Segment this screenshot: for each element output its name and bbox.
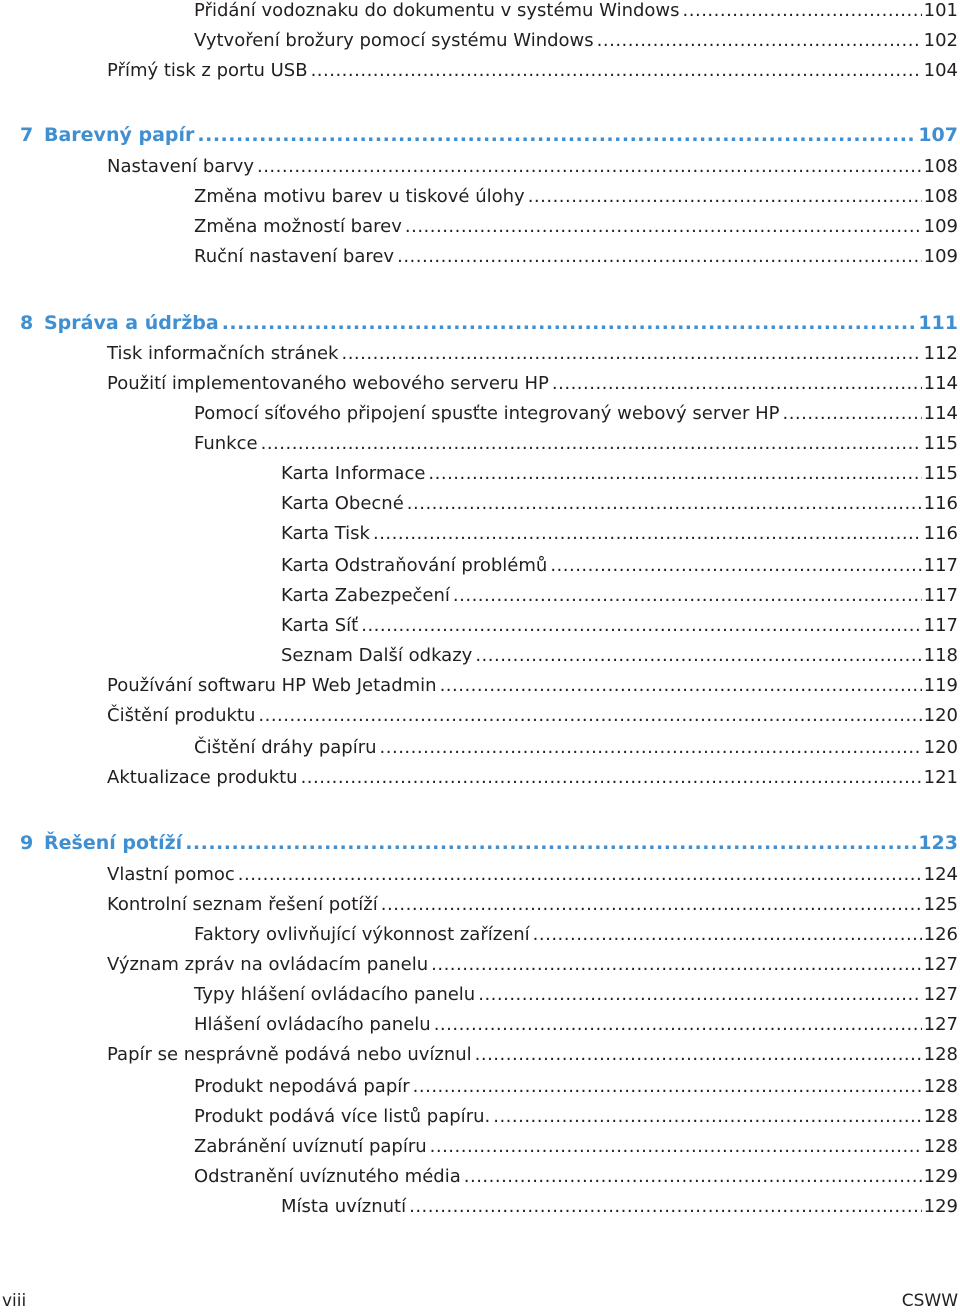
dot-leader bbox=[430, 1136, 922, 1158]
toc-page-number: 126 bbox=[923, 924, 958, 945]
toc-entry-title bbox=[281, 493, 404, 515]
toc-entry-text: Kontrolní seznam řešení potíží bbox=[107, 894, 378, 915]
toc-entry-title bbox=[281, 523, 370, 545]
toc-entry-title bbox=[194, 403, 779, 425]
dot-leader bbox=[409, 1196, 922, 1218]
toc-entry[interactable] bbox=[194, 1166, 958, 1188]
toc-page-number: 121 bbox=[923, 767, 958, 788]
toc-page-number: 128 bbox=[923, 1076, 958, 1097]
toc-entry-title bbox=[194, 186, 525, 208]
toc-entry[interactable] bbox=[194, 433, 958, 455]
toc-entry-text: Karta Odstraňování problémů bbox=[281, 555, 548, 576]
toc-page-number: 111 bbox=[918, 312, 958, 334]
toc-entry[interactable] bbox=[107, 373, 958, 395]
toc-entry-text: Změna motivu barev u tiskové úlohy bbox=[194, 186, 525, 207]
toc-entry-title bbox=[194, 216, 402, 238]
toc-entry-text: Čištění produktu bbox=[107, 705, 256, 726]
toc-page-number: 115 bbox=[923, 433, 958, 454]
toc-entry-text: Karta Síť bbox=[281, 615, 359, 636]
toc-page-number: 127 bbox=[923, 1014, 958, 1035]
toc-entry-title bbox=[194, 30, 594, 52]
toc-entry-text: Místa uvíznutí bbox=[281, 1196, 407, 1217]
toc-entry[interactable] bbox=[194, 1106, 958, 1128]
toc-entry-title bbox=[107, 156, 254, 178]
toc-entry-text: Použití implementovaného webového serveru HP bbox=[107, 373, 549, 394]
toc-entry-title bbox=[194, 433, 258, 455]
toc-page-number: 123 bbox=[918, 832, 958, 854]
toc-page-number: 125 bbox=[923, 894, 958, 915]
toc-entry[interactable] bbox=[194, 737, 958, 759]
dot-leader bbox=[597, 30, 922, 52]
toc-page-number: 118 bbox=[923, 645, 958, 666]
dot-leader bbox=[431, 954, 922, 976]
dot-leader bbox=[222, 312, 917, 334]
toc-entry-title bbox=[281, 1196, 406, 1218]
footer-doc-code: CSWW bbox=[901, 1291, 958, 1311]
toc-entry-title bbox=[281, 555, 547, 577]
toc-entry-title bbox=[107, 767, 298, 789]
dot-leader bbox=[397, 246, 922, 268]
dot-leader bbox=[301, 767, 922, 789]
toc-page-number: 120 bbox=[923, 737, 958, 758]
toc-page-number: 112 bbox=[923, 343, 958, 364]
toc-chapter-entry[interactable] bbox=[20, 832, 958, 854]
toc-entry[interactable] bbox=[107, 705, 958, 727]
toc-entry[interactable] bbox=[107, 894, 958, 916]
toc-entry-text: Ruční nastavení barev bbox=[194, 246, 395, 267]
toc-entry-title bbox=[107, 373, 549, 395]
toc-entry-text: Papír se nesprávně podává nebo uvíznul bbox=[107, 1044, 472, 1065]
dot-leader bbox=[475, 645, 921, 667]
toc-entry[interactable] bbox=[107, 954, 958, 976]
toc-page-number: 107 bbox=[918, 124, 958, 146]
toc-entry-text: Seznam Další odkazy bbox=[281, 645, 473, 666]
toc-entry-text: Pomocí síťového připojení spusťte integrovaný webový server HP bbox=[194, 403, 780, 424]
dot-leader bbox=[311, 60, 922, 82]
toc-entry-title bbox=[281, 615, 358, 637]
toc-entry-text: Změna možností barev bbox=[194, 216, 402, 237]
toc-page-number: 129 bbox=[923, 1166, 958, 1187]
toc-entry[interactable] bbox=[281, 493, 958, 515]
toc-page-number: 127 bbox=[923, 954, 958, 975]
toc-entry-text: Barevný papír bbox=[44, 124, 195, 146]
dot-leader bbox=[185, 832, 916, 854]
toc-page-number: 128 bbox=[923, 1136, 958, 1157]
dot-leader bbox=[238, 864, 922, 886]
toc-entry-text: Aktualizace produktu bbox=[107, 767, 298, 788]
dot-leader bbox=[683, 0, 922, 22]
toc-page-number: 117 bbox=[923, 615, 958, 636]
dot-leader bbox=[464, 1166, 922, 1188]
footer-page-number: viii bbox=[2, 1291, 27, 1311]
dot-leader bbox=[261, 433, 922, 455]
dot-leader bbox=[381, 894, 922, 916]
toc-page-number: 116 bbox=[923, 493, 958, 514]
toc-page-number: 108 bbox=[923, 156, 958, 177]
dot-leader bbox=[552, 373, 922, 395]
toc-page-number: 114 bbox=[923, 373, 958, 394]
dot-leader bbox=[197, 124, 916, 146]
dot-leader bbox=[257, 156, 922, 178]
toc-page-number: 115 bbox=[923, 463, 958, 484]
toc-page-number: 124 bbox=[923, 864, 958, 885]
toc-entry[interactable] bbox=[194, 30, 958, 52]
toc-entry-text: Čištění dráhy papíru bbox=[194, 737, 377, 758]
toc-entry-text: Tisk informačních stránek bbox=[107, 343, 339, 364]
dot-leader bbox=[434, 1014, 922, 1036]
dot-leader bbox=[361, 615, 921, 637]
chapter-number: 9 bbox=[20, 832, 34, 854]
toc-entry-text: Odstranění uvíznutého média bbox=[194, 1166, 461, 1187]
toc-entry-title bbox=[107, 675, 437, 697]
toc-entry-title bbox=[194, 984, 475, 1006]
toc-page-number: 117 bbox=[923, 555, 958, 576]
toc-entry[interactable] bbox=[281, 463, 958, 485]
toc-entry[interactable] bbox=[107, 1044, 958, 1066]
dot-leader bbox=[413, 1076, 922, 1098]
toc-entry[interactable] bbox=[107, 343, 958, 365]
toc-entry[interactable] bbox=[194, 403, 958, 425]
toc-page-number: 117 bbox=[923, 585, 958, 606]
toc-entry-title bbox=[107, 1044, 472, 1066]
dot-leader bbox=[533, 924, 922, 946]
toc-entry-text: Karta Obecné bbox=[281, 493, 404, 514]
toc-entry-text: Produkt podává více listů papíru. bbox=[194, 1106, 491, 1127]
toc-entry[interactable] bbox=[107, 675, 958, 697]
toc-entry[interactable] bbox=[194, 1136, 958, 1158]
toc-page-number: 116 bbox=[923, 523, 958, 544]
toc-entry-text: Přidání vodoznaku do dokumentu v systému Windows bbox=[194, 0, 680, 21]
toc-entry-text: Hlášení ovládacího panelu bbox=[194, 1014, 431, 1035]
toc-entry-title bbox=[107, 343, 338, 365]
dot-leader bbox=[493, 1106, 921, 1128]
toc-entry-title bbox=[281, 463, 425, 485]
toc-entry[interactable] bbox=[194, 984, 958, 1006]
toc-entry-title bbox=[281, 585, 450, 607]
toc-entry-title bbox=[194, 246, 394, 268]
toc-entry-text: Nastavení barvy bbox=[107, 156, 254, 177]
dot-leader bbox=[528, 186, 922, 208]
toc-entry-title bbox=[194, 1136, 427, 1158]
toc-entry-text: Správa a údržba bbox=[44, 312, 219, 334]
toc-entry-text: Zabránění uvíznutí papíru bbox=[194, 1136, 427, 1157]
dot-leader bbox=[478, 984, 921, 1006]
toc-entry-title bbox=[107, 864, 235, 886]
toc-entry-text: Význam zpráv na ovládacím panelu bbox=[107, 954, 429, 975]
toc-entry[interactable] bbox=[281, 615, 958, 637]
dot-leader bbox=[428, 463, 921, 485]
chapter-number: 7 bbox=[20, 124, 34, 146]
toc-page-number: 114 bbox=[923, 403, 958, 424]
toc-entry-text: Řešení potíží bbox=[44, 832, 183, 854]
toc-entry-text: Typy hlášení ovládacího panelu bbox=[194, 984, 476, 1005]
toc-entry-title bbox=[107, 705, 255, 727]
dot-leader bbox=[405, 216, 922, 238]
toc-entry-text: Používání softwaru HP Web Jetadmin bbox=[107, 675, 437, 696]
toc-entry[interactable] bbox=[194, 1014, 958, 1036]
toc-page-number: 129 bbox=[923, 1196, 958, 1217]
toc-chapter-entry[interactable] bbox=[20, 312, 958, 334]
toc-entry-text: Vytvoření brožury pomocí systému Windows bbox=[194, 30, 594, 51]
toc-entry-title bbox=[281, 645, 472, 667]
toc-entry[interactable] bbox=[107, 156, 958, 178]
toc-page-number: 102 bbox=[923, 30, 958, 51]
toc-entry-title bbox=[107, 954, 428, 976]
toc-entry[interactable] bbox=[194, 924, 958, 946]
toc-entry-text: Karta Tisk bbox=[281, 523, 370, 544]
toc-entry[interactable] bbox=[281, 1196, 958, 1218]
toc-entry-text: Funkce bbox=[194, 433, 258, 454]
toc-entry-title bbox=[107, 894, 378, 916]
toc-entry-title bbox=[194, 1106, 490, 1128]
toc-entry[interactable] bbox=[107, 767, 958, 789]
toc-entry[interactable] bbox=[107, 60, 958, 82]
dot-leader bbox=[258, 705, 921, 727]
toc-page-number: 127 bbox=[923, 984, 958, 1005]
dot-leader bbox=[440, 675, 922, 697]
toc-entry[interactable] bbox=[281, 585, 958, 607]
toc-entry-title bbox=[20, 832, 182, 854]
toc-entry[interactable] bbox=[194, 216, 958, 238]
toc-entry-title bbox=[194, 0, 680, 22]
toc-entry-text: Přímý tisk z portu USB bbox=[107, 60, 308, 81]
toc-page-number: 128 bbox=[923, 1044, 958, 1065]
toc-entry-title bbox=[194, 924, 530, 946]
toc-entry[interactable] bbox=[281, 523, 958, 545]
toc-entry-title bbox=[194, 1076, 410, 1098]
toc-entry[interactable] bbox=[107, 864, 958, 886]
toc-entry-title bbox=[194, 1166, 461, 1188]
dot-leader bbox=[341, 343, 921, 365]
toc-page-number: 109 bbox=[923, 246, 958, 267]
toc-entry[interactable] bbox=[281, 555, 958, 577]
toc-entry[interactable] bbox=[194, 186, 958, 208]
toc-page-number: 109 bbox=[923, 216, 958, 237]
toc-entry-text: Produkt nepodává papír bbox=[194, 1076, 410, 1097]
toc-entry[interactable] bbox=[194, 246, 958, 268]
toc-entry-title bbox=[20, 124, 194, 146]
toc-entry-title bbox=[107, 60, 308, 82]
dot-leader bbox=[373, 523, 922, 545]
toc-entry-text: Vlastní pomoc bbox=[107, 864, 235, 885]
dot-leader bbox=[550, 555, 921, 577]
toc-page-number: 119 bbox=[923, 675, 958, 696]
toc-entry-title bbox=[194, 1014, 431, 1036]
dot-leader bbox=[475, 1044, 922, 1066]
dot-leader bbox=[453, 585, 922, 607]
toc-entry-title bbox=[20, 312, 219, 334]
toc-entry-title bbox=[194, 737, 377, 759]
toc-page-number: 104 bbox=[923, 60, 958, 81]
toc-entry-text: Karta Informace bbox=[281, 463, 426, 484]
dot-leader bbox=[782, 403, 921, 425]
toc-chapter-entry[interactable] bbox=[20, 124, 958, 146]
toc-entry-text: Karta Zabezpečení bbox=[281, 585, 450, 606]
toc-entry-text: Faktory ovlivňující výkonnost zařízení bbox=[194, 924, 530, 945]
toc-entry[interactable] bbox=[194, 0, 958, 22]
toc-page-number: 101 bbox=[923, 0, 958, 21]
dot-leader bbox=[380, 737, 922, 759]
dot-leader bbox=[407, 493, 922, 515]
toc-page-number: 128 bbox=[923, 1106, 958, 1127]
toc-entry[interactable] bbox=[281, 645, 958, 667]
toc-page-number: 120 bbox=[923, 705, 958, 726]
toc-page-number: 108 bbox=[923, 186, 958, 207]
toc-entry[interactable] bbox=[194, 1076, 958, 1098]
chapter-number: 8 bbox=[20, 312, 34, 334]
